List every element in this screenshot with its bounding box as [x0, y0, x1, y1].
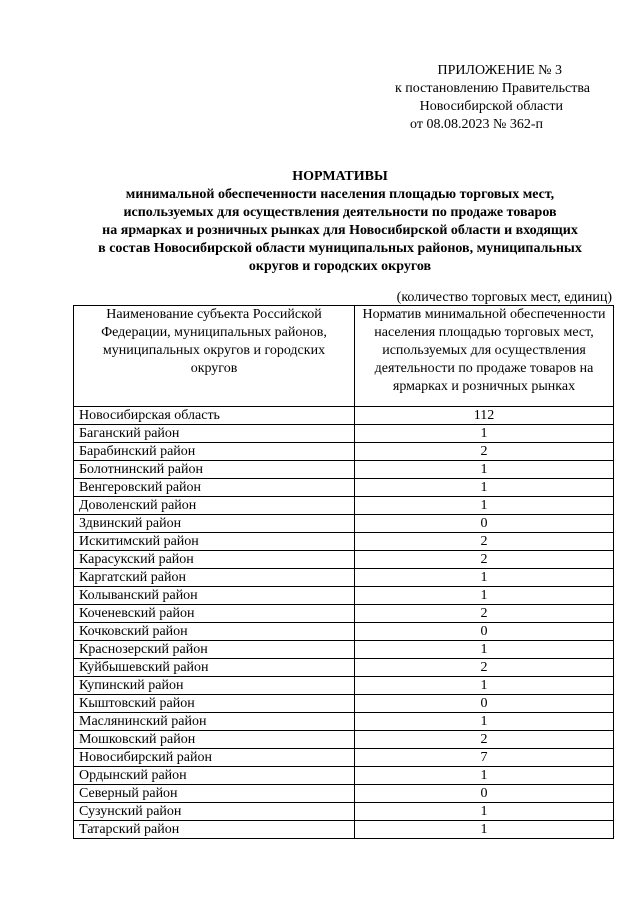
row-value: 2 [355, 659, 614, 677]
table-row [74, 515, 614, 533]
row-name: Здвинский район [74, 515, 355, 533]
table-row [74, 497, 614, 515]
row-value: 1 [355, 479, 614, 497]
table-row [74, 767, 614, 785]
row-name: Северный район [74, 785, 355, 803]
title-line-2: используемых для осуществления деятельности по продаже товаров [123, 205, 557, 220]
row-value: 1 [355, 569, 614, 587]
table-row [74, 821, 614, 839]
table-row [74, 461, 614, 479]
title-line-3: на ярмарках и розничных рынках для Новосибирской области и входящих [102, 223, 578, 238]
row-value: 112 [355, 407, 614, 425]
appendix-region: Новосибирской области [419, 99, 563, 114]
row-value: 1 [355, 425, 614, 443]
row-value: 2 [355, 731, 614, 749]
row-name: Сузунский район [74, 803, 355, 821]
row-name: Куйбышевский район [74, 659, 355, 677]
row-name: Коченевский район [74, 605, 355, 623]
table-row [74, 425, 614, 443]
table-row [74, 605, 614, 623]
row-value: 1 [355, 803, 614, 821]
title-line-5: округов и городских округов [248, 259, 432, 274]
row-name: Кыштовский район [74, 695, 355, 713]
row-value: 1 [355, 677, 614, 695]
row-name: Карасукский район [74, 551, 355, 569]
row-value: 2 [355, 605, 614, 623]
row-name: Венгеровский район [74, 479, 355, 497]
table-row [74, 623, 614, 641]
appendix-header [290, 62, 590, 134]
row-name: Каргатский район [74, 569, 355, 587]
row-value: 0 [355, 623, 614, 641]
title-line-1: минимальной обеспеченности населения площадью торговых мест, [125, 187, 555, 202]
table-row [74, 659, 614, 677]
document-title [60, 168, 620, 276]
table-row [74, 407, 614, 425]
unit-note: (количество торговых мест, единиц) [396, 290, 612, 305]
table-body [74, 407, 614, 839]
title-main: НОРМАТИВЫ [292, 169, 388, 184]
row-value: 1 [355, 821, 614, 839]
row-value: 0 [355, 785, 614, 803]
table-row [74, 569, 614, 587]
row-value: 1 [355, 641, 614, 659]
table-row [74, 731, 614, 749]
row-name: Кочковский район [74, 623, 355, 641]
table-row [74, 479, 614, 497]
row-name: Болотнинский район [74, 461, 355, 479]
row-name: Новосибирская область [74, 407, 355, 425]
normatives-table [73, 305, 614, 839]
table-row [74, 641, 614, 659]
table-row [74, 785, 614, 803]
title-line-4: в состав Новосибирской области муниципальных районов, муниципальных [98, 241, 582, 256]
table-row [74, 803, 614, 821]
table-row [74, 713, 614, 731]
row-value: 7 [355, 749, 614, 767]
appendix-resolution: к постановлению Правительства [394, 81, 590, 96]
header-name: Наименование субъекта Российской Федерации, муниципальных районов, муниципальных округов и городских округов [74, 306, 355, 407]
row-value: 0 [355, 695, 614, 713]
table-row [74, 533, 614, 551]
row-name: Маслянинский район [74, 713, 355, 731]
header-value: Норматив минимальной обеспеченности населения площадью торговых мест, используемых для осуществления деятельности по продаже товаров на ярмарках и розничных рынках [355, 306, 614, 407]
appendix-date: от 08.08.2023 № 362-п [410, 117, 543, 132]
row-value: 1 [355, 713, 614, 731]
row-value: 1 [355, 461, 614, 479]
row-name: Татарский район [74, 821, 355, 839]
row-name: Доволенский район [74, 497, 355, 515]
table-row [74, 551, 614, 569]
row-value: 1 [355, 767, 614, 785]
row-name: Баганский район [74, 425, 355, 443]
row-name: Купинский район [74, 677, 355, 695]
row-value: 2 [355, 443, 614, 461]
row-value: 0 [355, 515, 614, 533]
table-header-row [74, 306, 614, 407]
table-row [74, 749, 614, 767]
table-row [74, 587, 614, 605]
appendix-number: ПРИЛОЖЕНИЕ № 3 [437, 63, 562, 78]
row-value: 1 [355, 587, 614, 605]
row-name: Колыванский район [74, 587, 355, 605]
row-name: Мошковский район [74, 731, 355, 749]
table-row [74, 695, 614, 713]
row-name: Ордынский район [74, 767, 355, 785]
row-name: Новосибирский район [74, 749, 355, 767]
row-value: 1 [355, 497, 614, 515]
row-value: 2 [355, 533, 614, 551]
table-row [74, 677, 614, 695]
row-name: Искитимский район [74, 533, 355, 551]
row-value: 2 [355, 551, 614, 569]
row-name: Краснозерский район [74, 641, 355, 659]
row-name: Барабинский район [74, 443, 355, 461]
table-row [74, 443, 614, 461]
